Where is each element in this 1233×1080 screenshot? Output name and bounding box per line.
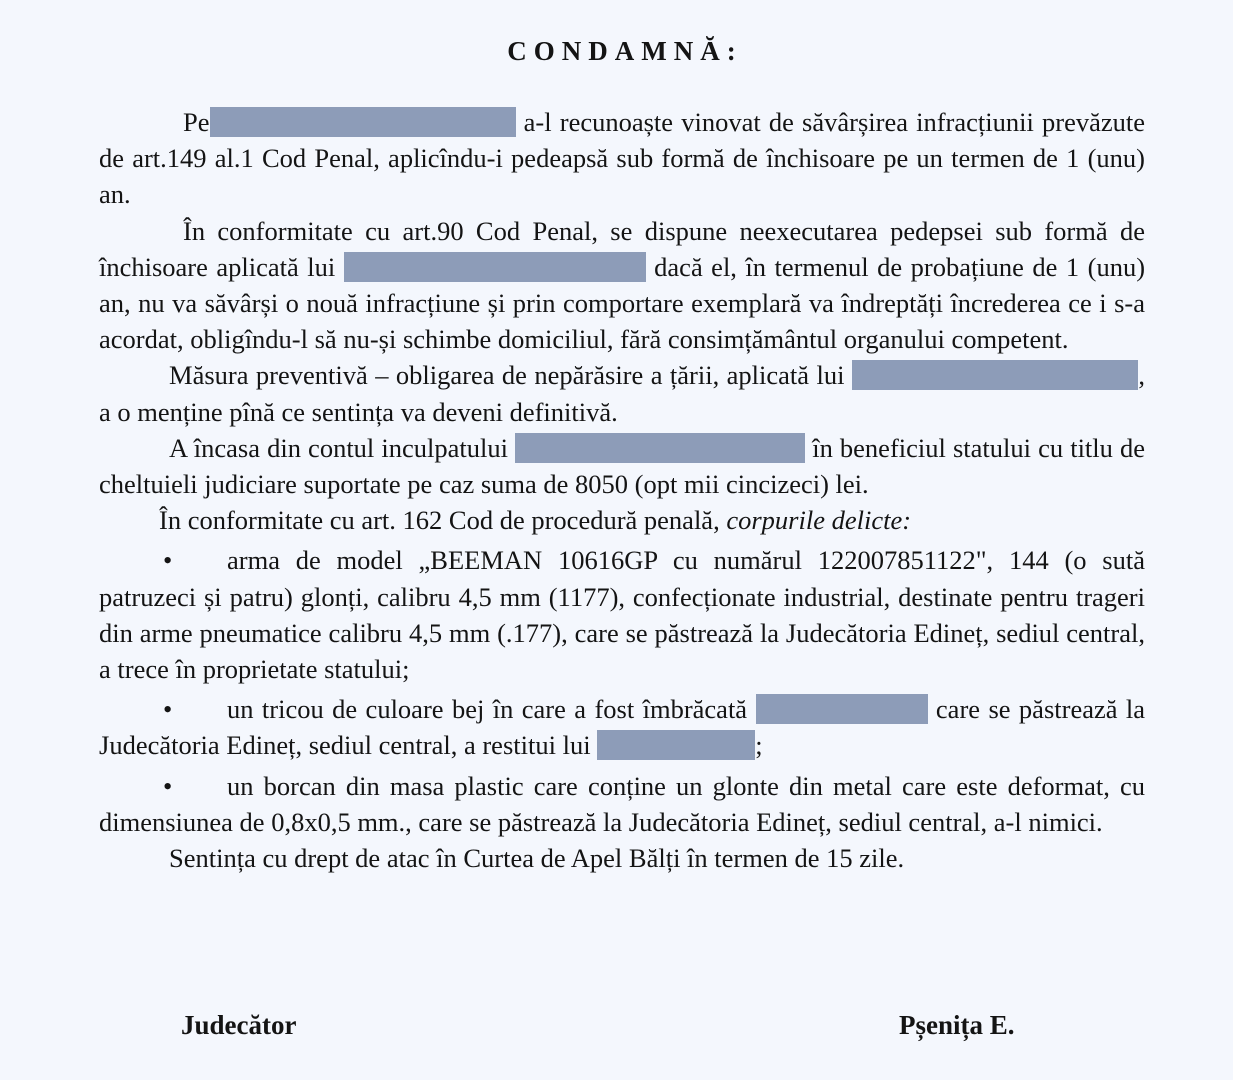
p1-start: Pe xyxy=(183,107,210,137)
redaction-block xyxy=(756,694,928,724)
p3-start: Măsura preventivă – obligarea de nepărăsire a țării, aplicată lui xyxy=(169,360,845,391)
paragraph-appeal xyxy=(99,840,1145,876)
p1-rest: a-l recunoaște vinovat de săvârșirea infracțiunii prevăzute de art.149 al.1 Cod Penal, aplicîndu-i pedeapsă sub formă de închisoare pe un termen de 1 (unu) an. xyxy=(99,107,1145,210)
bullet-text: arma de model „BEEMAN 10616GP cu numărul 122007851122", 144 (o sută patruzeci și patru) glonți, calibru 4,5 mm (1177), confecționate industrial, destinate pentru trageri din arme pneumatice calibru 4,5 mm (.177), care se păstrează la Judecătoria Edineț, sediul central, a trece în proprietate statului; xyxy=(99,545,1145,685)
bullet-symbol: • xyxy=(163,770,173,801)
redaction-block xyxy=(344,252,646,282)
signature-name: Pșenița E. xyxy=(899,1010,1015,1040)
document-body xyxy=(99,104,1145,876)
bullet-item-jar xyxy=(99,768,1145,840)
paragraph-probation xyxy=(99,213,1145,358)
redaction-block xyxy=(962,360,1138,390)
paragraph-court-costs xyxy=(99,430,1145,502)
p3-rest: , a o menține pînă ce sentința va deveni definitivă. xyxy=(99,360,1146,427)
redaction-block xyxy=(852,360,967,390)
bullet-text: un borcan din masa plastic care conține un glonte din metal care este deformat, cu dimensiunea de 0,8x0,5 mm., care se păstrează la Judecătoria Edineț, sediul central, a-l nimici. xyxy=(99,770,1145,837)
bullet-item-tshirt xyxy=(99,691,1145,763)
document-title: CONDAMNĂ: xyxy=(507,36,743,66)
bullet-symbol: • xyxy=(163,694,173,725)
p2-start: În conformitate cu art.90 Cod Penal, se dispune neexecutarea pedepsei sub formă de închisoare aplicată lui xyxy=(99,215,1145,282)
redaction-block xyxy=(515,433,805,463)
signature-role: Judecător xyxy=(181,1010,297,1040)
p5-start: În conformitate cu art. 162 Cod de procedură penală, xyxy=(159,505,720,536)
paragraph-preventive-measure xyxy=(99,357,1145,429)
appeal-text: Sentința cu drept de atac în Curtea de Apel Bălți în termen de 15 zile. xyxy=(169,843,905,874)
bullet-symbol: • xyxy=(163,545,173,576)
bullet-item-weapon xyxy=(99,542,1145,687)
p5-italic: corpurile delicte: xyxy=(726,505,912,536)
bullet-text-c: ; xyxy=(755,730,763,761)
p4-rest: în beneficiul statului cu titlu de cheltuieli judiciare suportate pe caz suma de 8050 (opt mii cincizeci) lei. xyxy=(99,432,1146,500)
p2-rest: dacă el, în termenul de probațiune de 1 (unu) an, nu va săvârși o nouă infracțiune și prin comportare exemplară va îndreptăți încrederea ce i s-a acordat, obligîndu-l să nu-și schimbe domiciliul, fără consimțământul organului competent. xyxy=(99,251,1146,355)
bullet-text-b: care se păstrează la Judecătoria Edineț, sediul central, a restitui lui xyxy=(99,694,1146,761)
redaction-block xyxy=(210,107,516,137)
p4-start: A încasa din contul inculpatului xyxy=(169,432,508,463)
bullet-text-a: un tricou de culoare bej în care a fost îmbrăcată xyxy=(227,694,748,725)
paragraph-sentence xyxy=(99,104,1145,213)
paragraph-evidence-intro xyxy=(99,502,1145,538)
redaction-block xyxy=(597,730,755,760)
